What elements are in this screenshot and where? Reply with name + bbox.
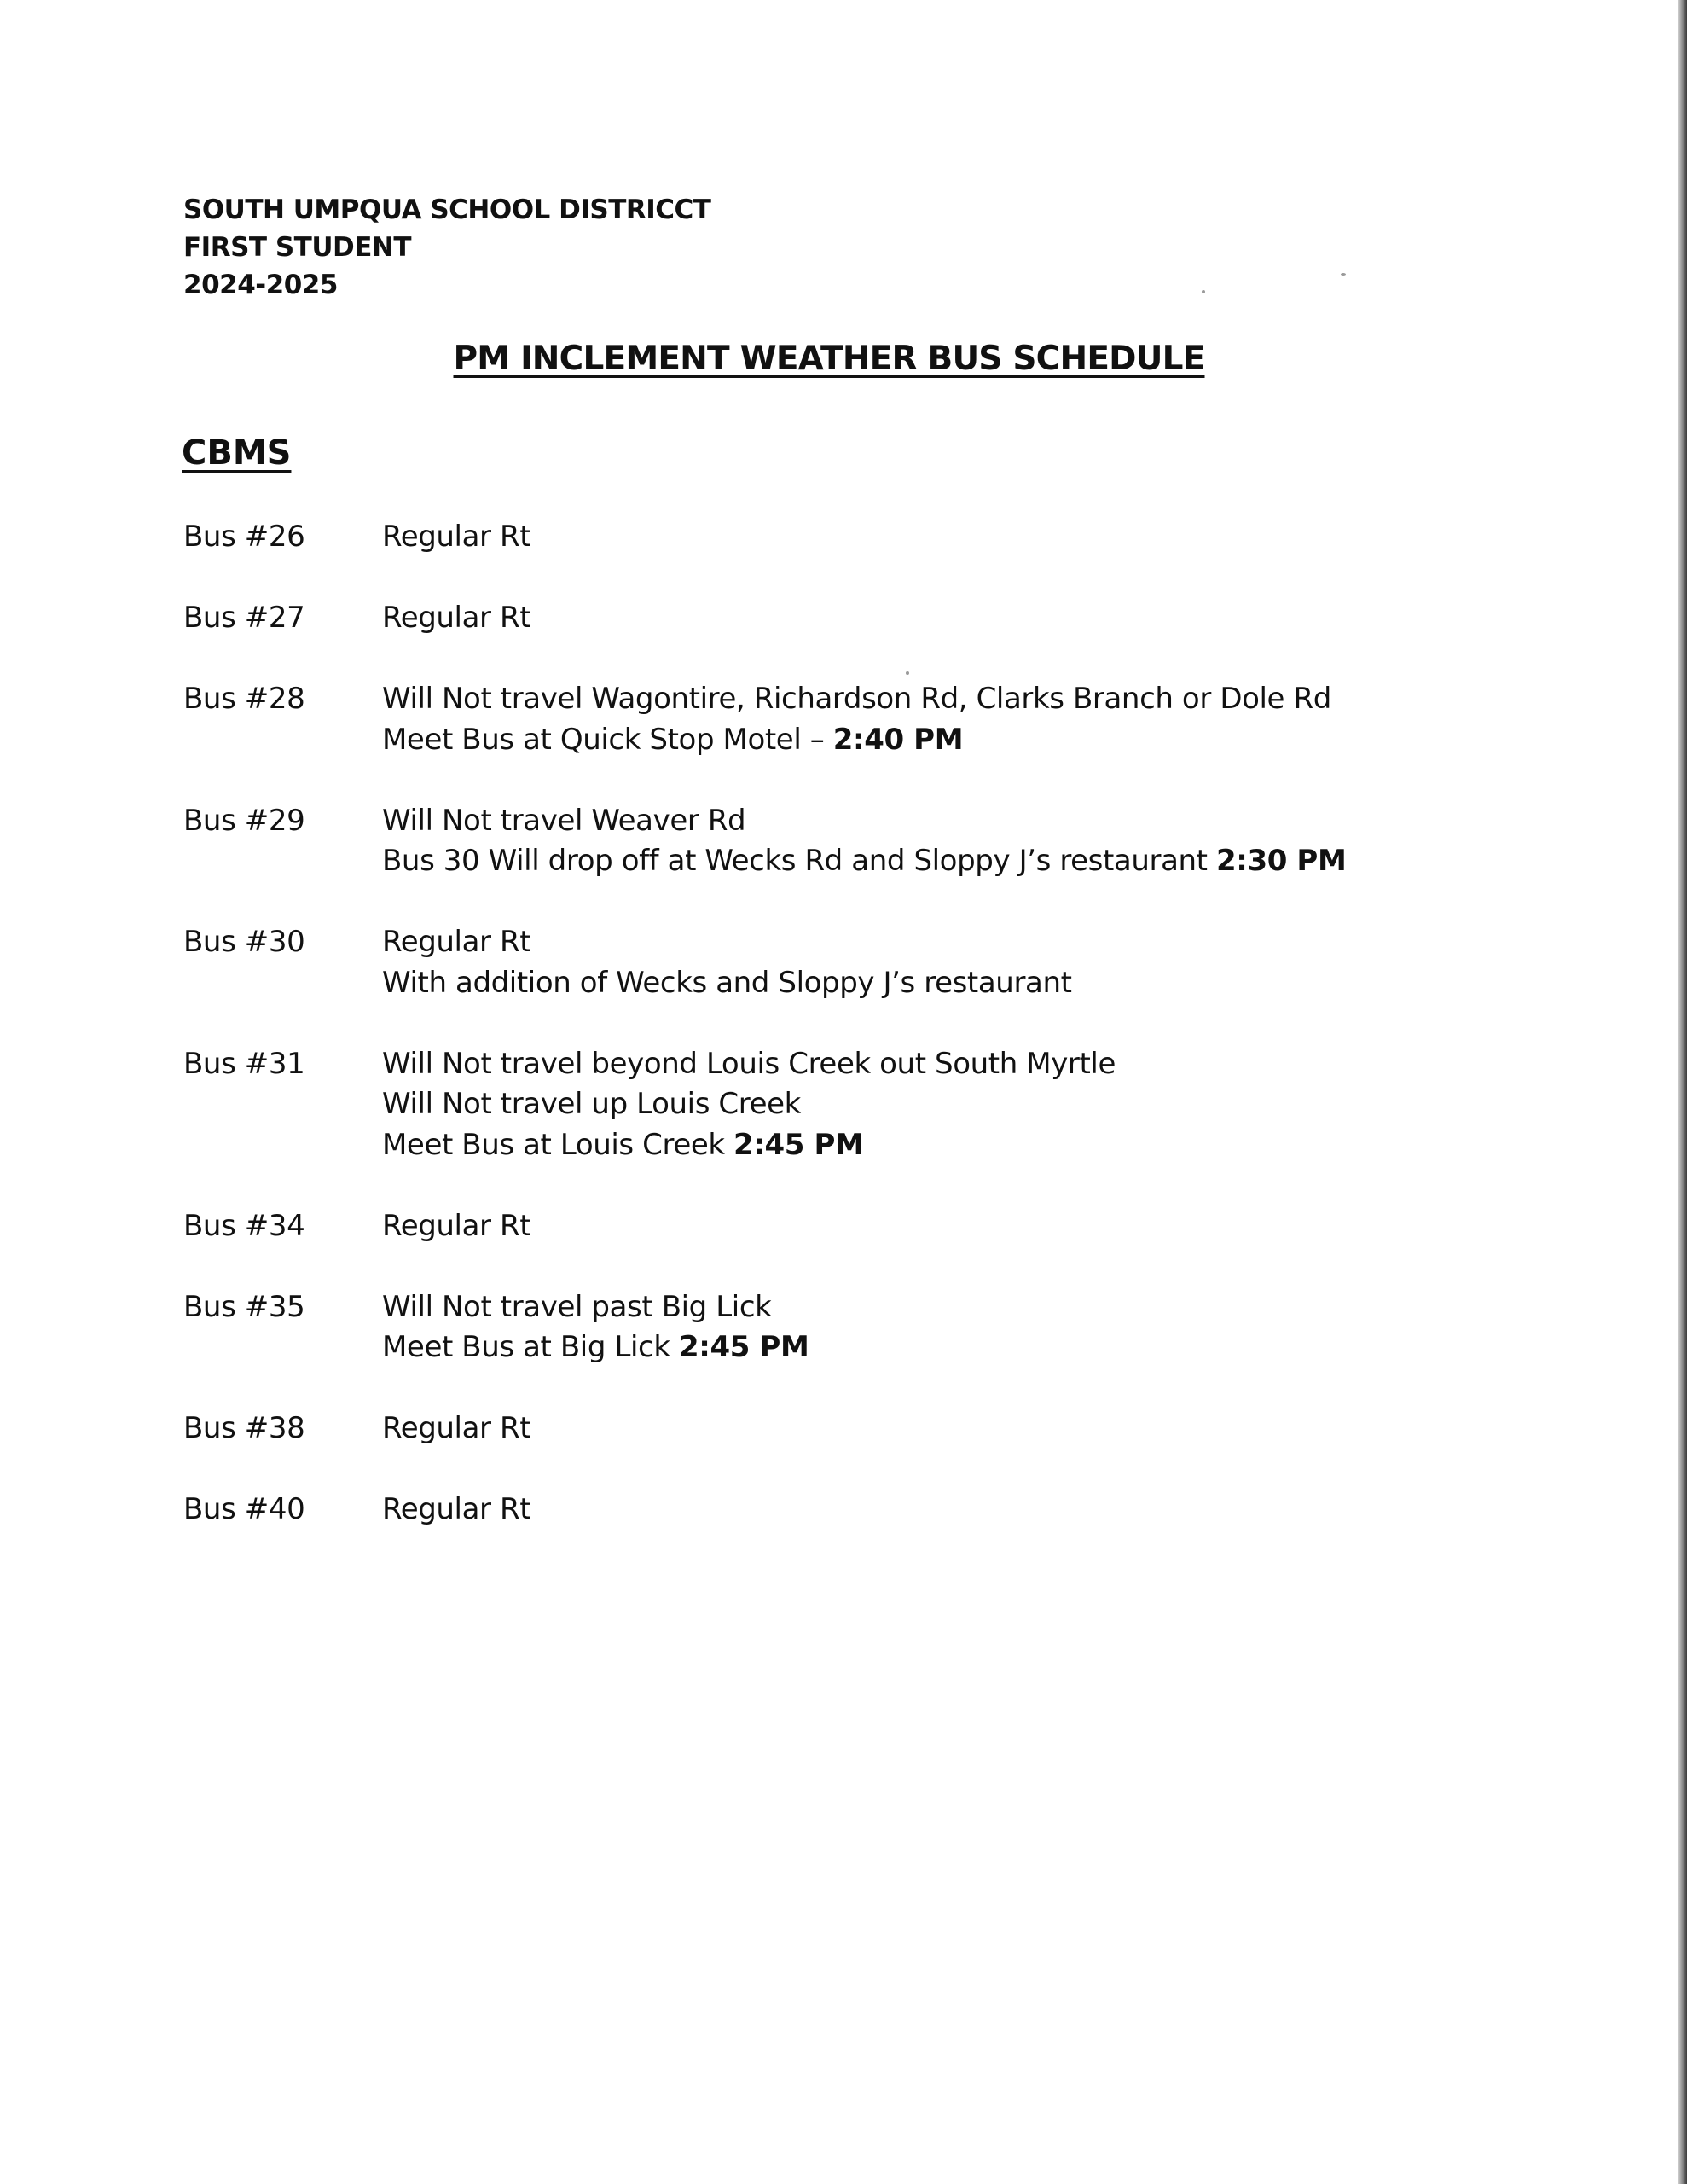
bus-number: Bus #29 (183, 803, 305, 838)
contractor-name: FIRST STUDENT (183, 232, 411, 263)
bus-number: Bus #35 (183, 1289, 305, 1324)
bus-number: Bus #34 (183, 1208, 305, 1243)
section-heading: CBMS (182, 433, 292, 473)
route-note-line (382, 922, 1463, 963)
route-note-line (382, 720, 1463, 761)
meet-time: 2:45 PM (679, 1330, 809, 1364)
meet-time: 2:30 PM (1216, 844, 1347, 878)
route-note-text: Regular Rt (382, 1208, 531, 1243)
route-note-text: Meet Bus at Louis Creek (382, 1127, 734, 1162)
route-note-text: Regular Rt (382, 1492, 531, 1526)
bus-number: Bus #38 (183, 1411, 305, 1445)
bus-route-row (183, 679, 1463, 760)
scan-edge (1678, 0, 1687, 2184)
route-note-text: Will Not travel Weaver Rd (382, 803, 746, 838)
route-note-text: Regular Rt (382, 601, 531, 635)
bus-number: Bus #31 (183, 1046, 305, 1081)
route-notes (382, 517, 1463, 558)
scan-speck (906, 671, 909, 675)
bus-route-row (183, 517, 1463, 558)
document-title: PM INCLEMENT WEATHER BUS SCHEDULE (453, 340, 1205, 378)
bus-route-row (183, 801, 1463, 882)
scan-speck (1202, 290, 1205, 293)
route-note-text: Regular Rt (382, 1411, 531, 1445)
meet-time: 2:45 PM (733, 1127, 864, 1162)
scan-speck (1341, 273, 1346, 276)
route-note-line (382, 801, 1463, 842)
route-note-line (382, 598, 1463, 639)
bus-route-row (183, 1206, 1463, 1247)
route-notes (382, 598, 1463, 639)
bus-route-row (183, 1287, 1463, 1368)
route-note-line (382, 1044, 1463, 1085)
route-note-line (382, 1490, 1463, 1531)
route-note-line (382, 679, 1463, 720)
route-notes (382, 801, 1463, 882)
district-name: SOUTH UMPQUA SCHOOL DISTRICCT (183, 195, 711, 225)
route-note-line (382, 1327, 1463, 1368)
bus-number: Bus #26 (183, 520, 305, 554)
route-note-line (382, 1287, 1463, 1328)
bus-route-list (183, 517, 1463, 1571)
bus-number: Bus #40 (183, 1492, 305, 1526)
route-note-line (382, 1125, 1463, 1166)
route-note-text: Will Not travel Wagontire, Richardson Rd, Clarks Branch or Dole Rd (382, 682, 1331, 716)
route-notes (382, 1490, 1463, 1531)
route-note-text: Regular Rt (382, 520, 531, 554)
route-note-text: With addition of Wecks and Sloppy J’s restaurant (382, 965, 1072, 1000)
route-note-line (382, 517, 1463, 558)
route-note-text: Meet Bus at Big Lick (382, 1330, 680, 1364)
bus-number: Bus #30 (183, 925, 305, 959)
route-note-text: Regular Rt (382, 925, 531, 959)
school-year: 2024-2025 (183, 270, 338, 300)
bus-route-row (183, 1409, 1463, 1449)
meet-time: 2:40 PM (832, 722, 964, 757)
document-header (183, 191, 710, 304)
bus-route-row (183, 1490, 1463, 1531)
route-note-line (382, 1084, 1463, 1125)
route-note-line (382, 1206, 1463, 1247)
route-notes (382, 1044, 1463, 1166)
route-note-text: Will Not travel beyond Louis Creek out South Myrtle (382, 1046, 1116, 1081)
route-note-line (382, 841, 1463, 882)
bus-route-row (183, 1044, 1463, 1166)
bus-route-row (183, 922, 1463, 1003)
route-note-text: Meet Bus at Quick Stop Motel – (382, 722, 833, 757)
route-notes (382, 1287, 1463, 1368)
route-notes (382, 1206, 1463, 1247)
route-notes (382, 679, 1463, 760)
bus-number: Bus #27 (183, 601, 305, 635)
route-notes (382, 922, 1463, 1003)
route-notes (382, 1409, 1463, 1449)
bus-route-row (183, 598, 1463, 639)
route-note-text: Will Not travel up Louis Creek (382, 1087, 801, 1121)
route-note-line (382, 1409, 1463, 1449)
bus-number: Bus #28 (183, 682, 305, 716)
route-note-line (382, 963, 1463, 1004)
route-note-text: Will Not travel past Big Lick (382, 1289, 772, 1324)
route-note-text: Bus 30 Will drop off at Wecks Rd and Sloppy J’s restaurant (382, 844, 1217, 878)
